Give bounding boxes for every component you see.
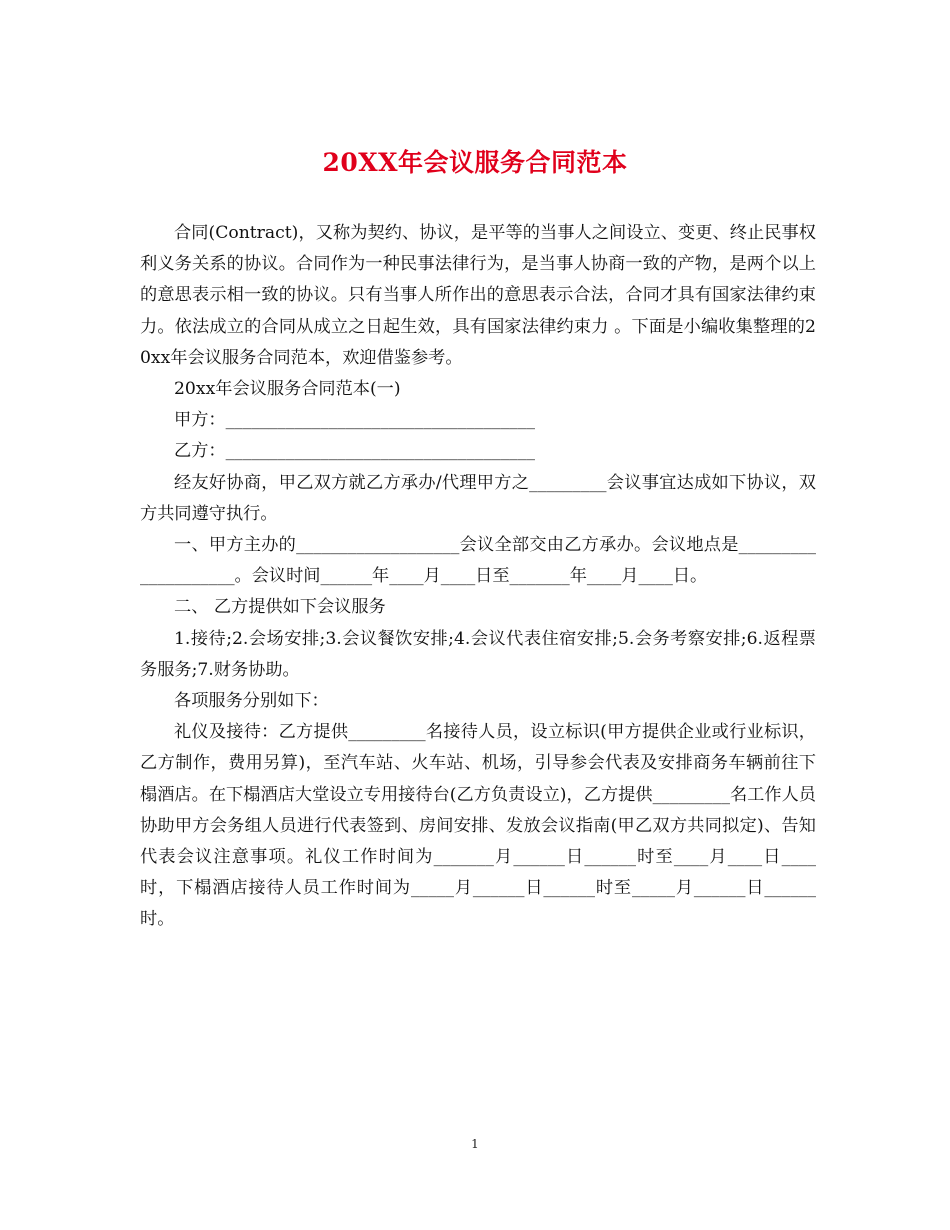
document-body [140,218,816,936]
page-number: 1 [471,1137,479,1151]
agreement-paragraph: 经友好协商，甲乙双方就乙方承办/代理甲方之_________会议事宜达成如下协议，双方共同遵守执行。 [140,472,816,524]
document-title: 20XX年会议服务合同范本 [322,148,628,177]
party-b-line: 乙方：____________________________________ [174,441,535,462]
section-heading: 20xx年会议服务合同范本(一) [174,379,401,400]
services-list: 1.接待;2.会场安排;3.会议餐饮安排;4.会议代表住宿安排;5.会务考察安排;6.返程票务服务;7.财务协助。 [140,628,816,680]
clause-two-heading: 二、 乙方提供如下会议服务 [174,597,386,618]
party-a-line: 甲方：____________________________________ [174,410,535,431]
intro-paragraph: 合同(Contract)，又称为契约、协议，是平等的当事人之间设立、变更、终止民事权利义务关系的协议。合同作为一种民事法律行为，是当事人协商一致的产物，是两个以上的意思表示相一致的协议。只有当事人所作出的意思表示合法，合同才具有国家法律约束力。依法成立的合同从成立之日起生效，具有国家法律约束力 。下面是小编收集整理的20xx年会议服务合同范本，欢迎借鉴参考。 [140,223,816,368]
clause-one: 一、甲方主办的___________________会议全部交由乙方承办。会议地点是____________________。会议时间______年____月____日至_______年____月____日。 [140,535,816,587]
services-intro: 各项服务分别如下： [174,691,329,712]
reception-paragraph: 礼仪及接待：乙方提供_________名接待人员，设立标识(甲方提供企业或行业标识，乙方制作，费用另算)，至汽车站、火车站、机场，引导参会代表及安排商务车辆前往下榻酒店。在下榻酒店大堂设立专用接待台(乙方负责设立)，乙方提供_________名工作人员协助甲方会务组人员进行代表签到、房间安排、发放会议指南(甲乙双方共同拟定)、告知代表会议注意事项。礼仪工作时间为_______月______日______时至____月____日____时，下榻酒店接待人员工作时间为_____月______日______时至_____月______日______时。 [140,722,816,930]
